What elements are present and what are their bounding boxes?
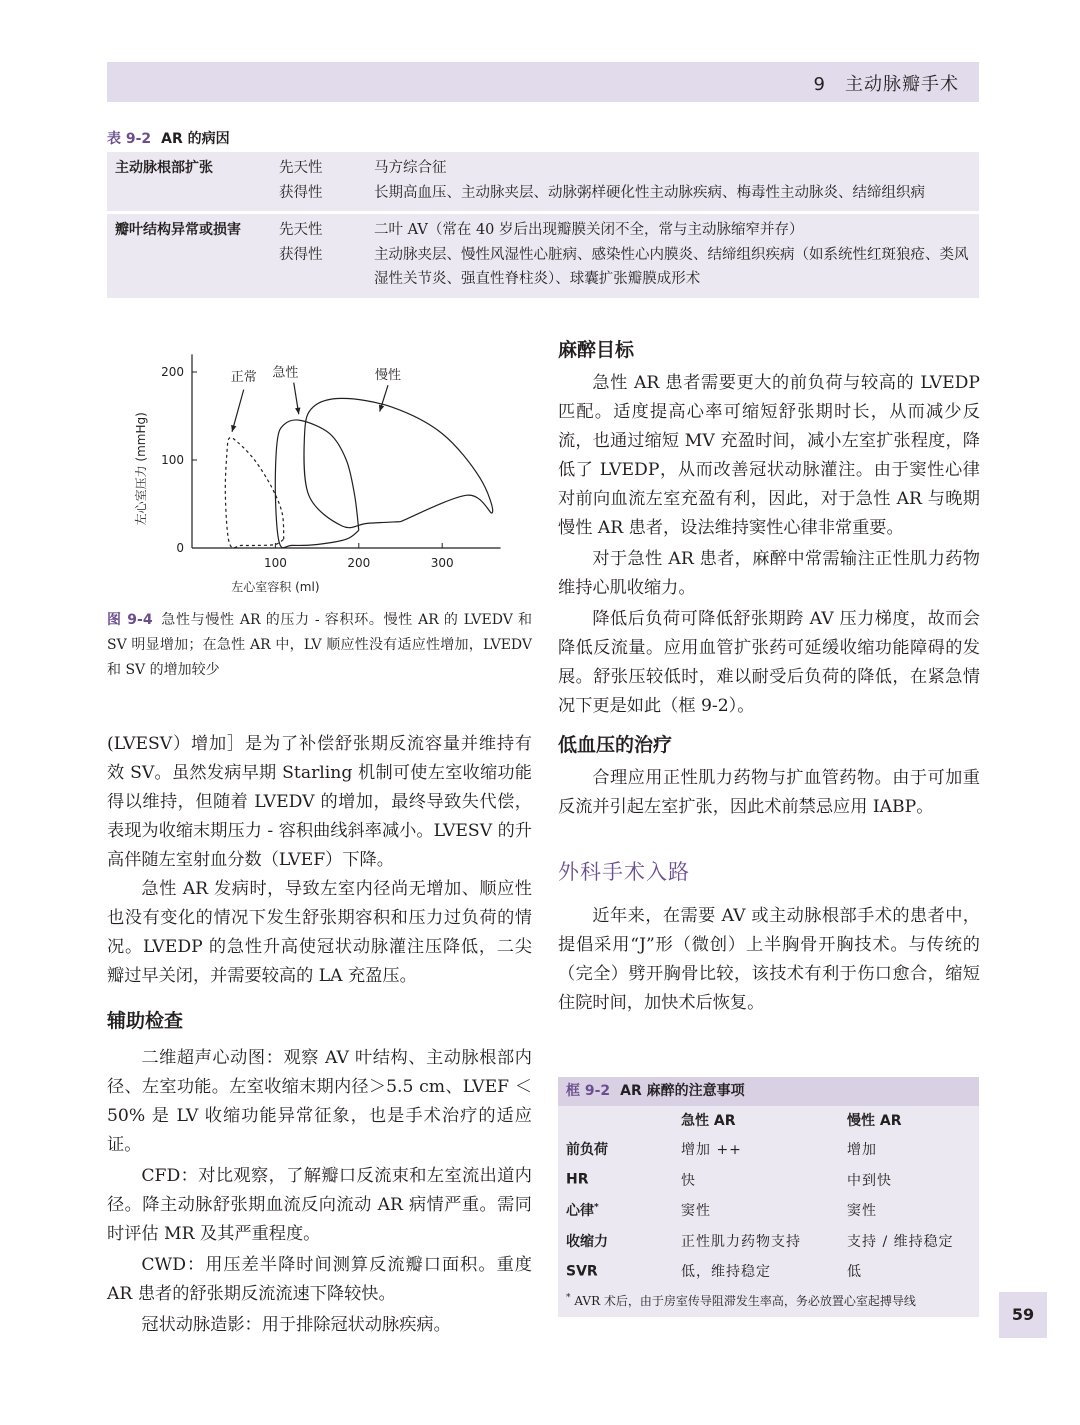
surgical-approach-section [558,856,980,1018]
paragraph: 合理应用正性肌力药物与扩血管药物。由于可加重反流并引起左室扩张，因此术前禁忌应用 IABP。 [558,768,980,817]
y-tick-label: 100 [161,453,184,467]
box-footnote [558,1287,979,1309]
curve-label: 正常 [230,369,257,385]
x-tick-label: 100 [263,556,287,570]
etiology-table [107,152,979,298]
cell-type: 获得性 [279,246,323,263]
section-heading: 低血压的治疗 [558,734,673,756]
aux-exam-section [107,1006,532,1340]
arrowhead [231,425,236,432]
considerations-table [558,1106,979,1287]
cell-desc: 长期高血压、主动脉夹层、动脉粥样硬化性主动脉疾病、梅毒性主动脉炎、结缔组织病 [374,184,925,201]
y-tick-label: 200 [161,365,184,379]
anesthesia-goal-section [558,335,980,721]
section-heading: 外科手术入路 [558,860,690,884]
table-title: AR 的病因 [161,131,230,147]
table-row [107,243,979,292]
table-header-row [558,1106,979,1134]
section-heading: 麻醉目标 [558,339,635,361]
x-tick-label: 200 [347,556,371,570]
figure-caption-text: 急性与慢性 AR 的压力 - 容积环。慢性 AR 的 LVEDV 和 SV 明显增加；在急性 AR 中，LV 顺应性没有适应性增加，LVEDV 和 SV 的增加较少 [107,612,532,678]
paragraph: (LVESV）增加］是为了补偿舒张期反流容量并维持有效 SV。虽然发病早期 Starling 机制可使左室收缩功能得以维持，但随着 LVEDV 的增加，最终导致失代偿，表现为收缩末期压力 - 容积曲线斜率减小。LVESV 的升高伴随左室射血分数（LVEF）下降。 [107,734,532,870]
table-group [107,152,979,211]
curve-label: 急性 [272,365,299,381]
row-mark: * [594,1202,599,1213]
left-column-top [107,730,532,991]
row-label: HR [566,1172,589,1189]
section-heading: 辅助检查 [107,1010,184,1032]
table-group [107,214,979,298]
arrowhead [295,407,300,414]
pressure-volume-figure [107,335,537,605]
row-label: 心律 [566,1203,594,1220]
box-title: AR 麻醉的注意事项 [620,1083,745,1099]
cell-chronic: 支持 / 维持稳定 [847,1233,954,1250]
group-label: 瓣叶结构异常或损害 [115,222,241,238]
cell-acute: 正性肌力药物支持 [681,1233,801,1250]
x-axis-title: 左心室容积 (ml) [231,580,320,594]
table-row [107,156,979,181]
cell-type: 获得性 [279,184,323,201]
group-label: 主动脉根部扩张 [115,160,213,176]
col-acute-header: 急性 AR [681,1113,736,1129]
row-label: SVR [566,1263,598,1280]
paragraph: 近年来，在需要 AV 或主动脉根部手术的患者中，提倡采用“J”形（微创）上半胸骨开胸技术。与传统的（完全）劈开胸骨比较，该技术有利于伤口愈合，缩短住院时间，加快术后恢复。 [558,906,980,1013]
curve-label: 慢性 [374,368,401,384]
table-row [558,1256,979,1287]
paragraph: 冠状动脉造影：用于排除冠状动脉疾病。 [141,1315,451,1335]
box-header [558,1077,979,1106]
row-label: 前负荷 [566,1142,608,1159]
x-tick-label: 300 [430,556,454,570]
running-header [107,62,979,102]
paragraph: 降低后负荷可降低舒张期跨 AV 压力梯度，故而会降低反流量。应用血管扩张药可延缓收缩功能障碍的发展。舒张压较低时，难以耐受后负荷的降低，在紧急情况下更是如此（框 9-2）。 [558,609,980,716]
paragraph: 急性 AR 患者需要更大的前负荷与较高的 LVEDP 匹配。适度提高心率可缩短舒张期时长，从而减少反流，也通过缩短 MV 充盈时间，减小左室扩张程度，降低了 LVEDP，从而改善冠状动脉灌注。由于窦性心律对前向血流左室充盈有利，因此，对于急性 AR 与晚期慢性 AR 患者，设法维持窦性心律非常重要。 [558,373,980,538]
cell-type: 先天性 [279,160,323,176]
table-row [107,181,979,206]
footnote-text: AVR 术后，由于房室传导阻滞发生率高，务必放置心室起搏导线 [574,1293,916,1308]
y-tick-label: 0 [176,541,184,555]
table-number: 表 9-2 [107,131,152,147]
cell-chronic: 增加 [847,1142,877,1159]
series-loop [275,420,359,548]
cell-acute: 低，维持稳定 [681,1264,771,1281]
box-number: 框 9-2 [566,1083,611,1099]
cell-acute: 增加 ++ [681,1142,742,1159]
table-row [558,1165,979,1196]
anesthesia-considerations-box [558,1077,979,1317]
arrow-line [232,390,244,432]
cell-chronic: 低 [847,1264,862,1281]
paragraph: 对于急性 AR 患者，麻醉中常需输注正性肌力药物维持心肌收缩力。 [558,549,980,598]
paragraph: 急性 AR 发病时，导致左室内径尚无增加、顺应性也没有变化的情况下发生舒张期容积和压力过负荷的情况。LVEDP 的急性升高使冠状动脉灌注压降低，二尖瓣过早关闭，并需要较高的 LA 充盈压。 [107,879,532,986]
pressure-volume-chart [107,335,537,605]
cell-desc: 主动脉夹层、慢性风湿性心脏病、感染性心内膜炎、结缔组织疾病（如系统性红斑狼疮、类风湿性关节炎、强直性脊柱炎）、球囊扩张瓣膜成形术 [374,246,969,287]
table-row [558,1195,979,1226]
paragraph: CWD：用压差半降时间测算反流瓣口面积。重度 AR 患者的舒张期反流流速下降较快。 [107,1255,532,1304]
cell-type: 先天性 [279,222,323,238]
table-caption [107,128,230,148]
cell-desc: 马方综合征 [374,160,447,176]
table-row [107,218,979,243]
page-number: 59 [999,1292,1047,1338]
cell-acute: 快 [681,1172,696,1189]
cell-chronic: 中到快 [847,1172,892,1189]
table-row [558,1134,979,1165]
paragraph: 二维超声心动图：观察 AV 叶结构、主动脉根部内径、左室功能。左室收缩末期内径＞5.5 cm、LVEF ＜ 50% 是 LV 收缩功能异常征象，也是手术治疗的适应证。 [107,1048,532,1155]
chapter-title: 9 主动脉瓣手术 [813,74,959,95]
row-label: 收缩力 [566,1233,608,1250]
cell-desc: 二叶 AV（常在 40 岁后出现瓣膜关闭不全，常与主动脉缩窄并存） [374,222,804,238]
cell-acute: 窦性 [681,1203,711,1220]
arrowhead [379,405,384,412]
cell-chronic: 窦性 [847,1203,877,1220]
table-row [558,1226,979,1257]
paragraph: CFD：对比观察，了解瓣口反流束和左室流出道内径。降主动脉舒张期血流反向流动 AR 病情严重。需同时评估 MR 及其严重程度。 [107,1166,532,1244]
footnote-mark: * [566,1292,571,1303]
col-chronic-header: 慢性 AR [847,1113,902,1129]
figure-caption [107,608,532,683]
figure-number: 图 9-4 [107,612,153,628]
series-loop [304,398,493,527]
hypotension-section [558,730,980,822]
y-axis-title: 左心室压力 (mmHg) [134,412,148,526]
